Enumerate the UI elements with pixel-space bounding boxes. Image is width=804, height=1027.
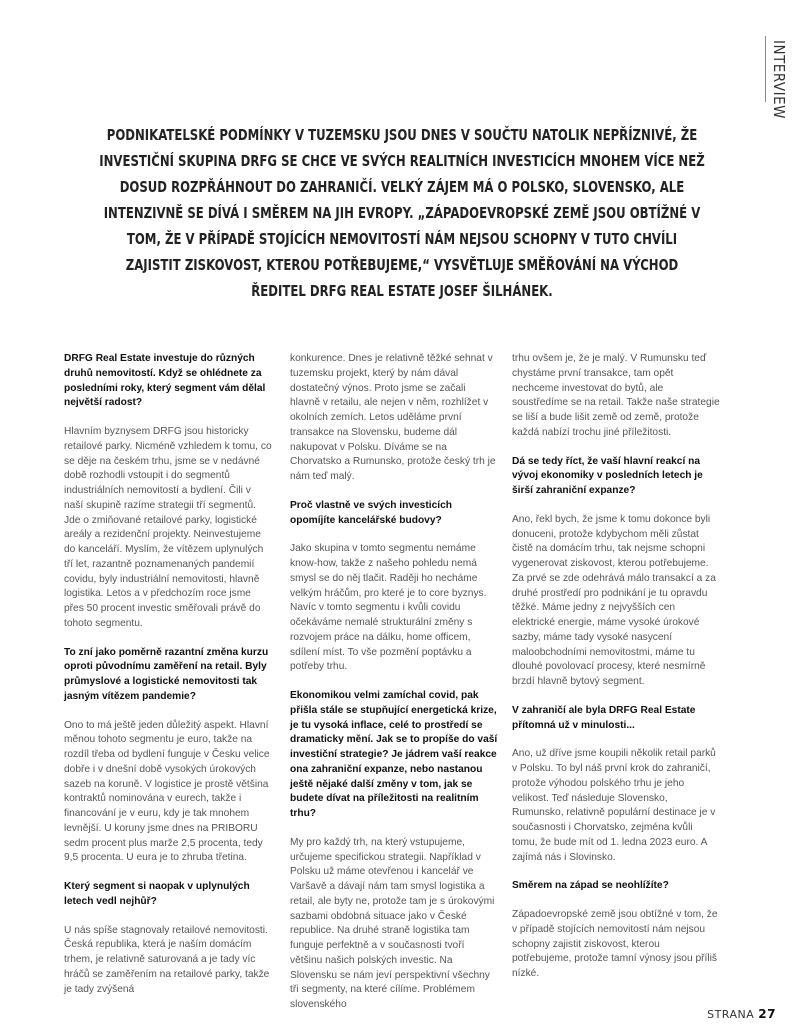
interview-answer: Ano, už dříve jsme koupili několik retail parků v Polsku. To byl náš první krok do zahraničí, protože výhodou polského trhu je jeho velikost. Teď následuje Slovensko, Rumunsko, relativně populární destinace je v současnosti i Chorvatsko, zejména kvůli tomu, že bude mít od 1. ledna 2023 euro. A zajímá nás i Slovinsko. xyxy=(512,748,716,863)
article-column-3 xyxy=(512,352,720,996)
section-divider xyxy=(765,36,766,102)
page-number: 27 xyxy=(758,1007,776,1021)
section-label: INTERVIEW xyxy=(770,40,788,119)
interview-answer: My pro každý trh, na který vstupujeme, určujeme specifickou strategii. Například v Polsku už máme otevřenou i kancelář ve Varšavě a dávají nám tam smysl logistika a retail, ale byty ne, protože tam je s úrokovými sazbami obdobná situace jako v České republice. Na druhé straně logistika tam funguje perfektně a v současnosti tvoří většinu našich polských investic. Na Slovensku se nám jeví perspektivní všechny tři segmenty, na které cílíme. Problémem slovenského xyxy=(290,836,495,1010)
interview-question: To zní jako poměrně razantní změna kurzu oproti původnímu zaměření na retail. Byly průmyslové a logistické nemovitosti tak jasným vítězem pandemie? xyxy=(64,646,269,702)
interview-question: DRFG Real Estate investuje do různých druhů nemovitostí. Když se ohlédnete za posledními roky, který segment vám dělal největší radost? xyxy=(64,353,266,409)
article-column-2 xyxy=(290,352,498,1027)
interview-question: Směrem na západ se neohlížíte? xyxy=(512,880,669,892)
lead-block xyxy=(12,122,792,300)
lead-paragraph: PODNIKATELSKÉ PODMÍNKY V TUZEMSKU JSOU DNES V SOUČTU NATOLIK NEPŘÍZNIVÉ, ŽE INVESTIČNÍ SKUPINA DRFG SE CHCE VE SVÝCH REALITNÍCH INVESTICÍCH MNOHEM VÍCE NEŽ DOSUD ROZPŘÁHNOUT DO ZAHRANIČÍ. VELKÝ ZÁJEM MÁ O POLSKO, SLOVENSKO, ALE INTENZIVNĚ SE DÍVÁ I SMĚREM NA JIH EVROPY. „ZÁPADOEVROPSKÉ ZEMĚ JSOU OBTÍŽNÉ V TOM, ŽE V PŘÍPADĚ STOJÍCÍCH NEMOVITOSTÍ NÁM NEJSOU SCHOPNY V TUTO CHVÍLI ZAJISTIT ZISKOVOST, KTEROU POTŘEBUJEME,“ VYSVĚTLUJE SMĚŘOVÁNÍ NA VÝCHOD ŘEDITEL DRFG REAL ESTATE JOSEF ŠILHÁNEK. xyxy=(99,126,705,300)
interview-answer: Hlavním byznysem DRFG jsou historicky retailové parky. Nicméně vzhledem k tomu, co se děje na českém trhu, jsme se v nedávné době rozhodli vstoupit i do segmentů industriálních nemovitostí a bydlení. Čili v naší skupině razíme strategii tří segmentů. Jde o zmiňované retailové parky, logistické areály a rezidenční projekty. Neinvestujeme do kanceláří. Myslím, že vítězem uplynulých tří let, razantně poznamenaných pandemií covidu, byly industriální nemovitosti, hlavně logistika. Letos a v předchozím roce jsme přes 50 procent investic směřovali právě do tohoto segmentu. xyxy=(64,426,272,629)
interview-answer: Jako skupina v tomto segmentu nemáme know-how, takže z našeho pohledu nemá smysl se do něj tlačit. Raději ho necháme velkým hráčům, pro které je to core byznys. Navíc v tomto segmentu i kvůli covidu očekáváme nemalé strukturální změny s rozvojem práce na dálku, home officem, sdílení míst. To vše pozmění poptávku a potřeby trhu. xyxy=(290,543,487,673)
interview-question: Dá se tedy říct, že vaší hlavní reakcí na vývoj ekonomiky v posledních letech je širší zahraniční expanze? xyxy=(512,455,703,496)
interview-answer: Západoevropské země jsou obtížné v tom, že v případě stojících nemovitostí nám nejsou schopny zajistit ziskovost, kterou potřebujeme, protože tamní výnosy jsou příliš nízké. xyxy=(512,909,718,979)
page-label: STRANA xyxy=(707,1008,755,1021)
interview-question: V zahraničí ale byla DRFG Real Estate přítomná už v minulosti... xyxy=(512,704,696,731)
interview-answer: Ono to má ještě jeden důležitý aspekt. Hlavní měnou tohoto segmentu je euro, takže na rozdíl třeba od bydlení funguje v Česku velice dobře i v dnešní době vysokých úrokových sazeb na koruně. V logistice je prostě většina kontraktů nominována v eurech, takže i financování je v euru, kdy je tak mnohem levnější. U koruny jsme dnes na PRIBORU sedm procent plus marže 2,5 procenta, tedy 9,5 procenta. U eura je to zhruba třetina. xyxy=(64,719,270,864)
article-column-1 xyxy=(64,352,272,1011)
interview-question: Ekonomikou velmi zamíchal covid, pak přišla stále se stupňující energetická krize, je tu vysoká inflace, celé to prostředí se dramaticky mění. Jak se to propíše do vaší investiční strategie? Je jádrem vaší reakce ona zahraniční expanze, nebo nastanou ještě nějaké další změny v tom, jak se budete dívat na příležitosti na realitním trhu? xyxy=(290,690,498,819)
page-footer xyxy=(707,1007,776,1021)
interview-question: Proč vlastně ve svých investicích opomíjíte kancelářské budovy? xyxy=(290,499,452,526)
interview-answer: U nás spíše stagnovaly retailové nemovitosti. Česká republika, která je naším domácím trhem, je relativně saturovaná a je tady víc hráčů se zaměřením na retailové parky, takže je tady zvýšená xyxy=(64,924,270,995)
interview-answer: konkurence. Dnes je relativně těžké sehnat v tuzemsku projekt, který by nám dával dostatečný výnos. Proto jsme se začali hlavně v retailu, ale nejen v něm, rozhlížet v okolních zemích. Letos uděláme první transakce na Slovensku, budeme dál nakupovat v Polsku. Díváme se na Chorvatsko a Rumunsko, protože český trh je nám teď malý. xyxy=(290,353,496,482)
interview-answer: trhu ovšem je, že je malý. V Rumunsku teď chystáme první transakce, tam opět nechceme investovat do bytů, ale soustředíme se na retail. Takže naše strategie se liší a bude lišit země od země, protože každá nabízí trochu jiné příležitosti. xyxy=(512,353,720,438)
interview-answer: Ano, řekl bych, že jsme k tomu dokonce byli donuceni, protože kdybychom měli zůstat čistě na domácím trhu, tak nejsme schopni vygenerovat ziskovost, kterou potřebujeme. Za prvé se zde odehrává málo transakcí a za druhé prostředí pro podnikání je tu opravdu těžké. Máme jedny z nejvyšších cen elektrické energie, máme vysoké úrokové sazby, máme tady vysoké nasycení maloobchodními nemovitostmi, máme tu dlouhé povolovací procesy, které nesmírně brzdí hlavně bytový segment. xyxy=(512,513,716,687)
interview-question: Který segment si naopak v uplynulých letech vedl nejhůř? xyxy=(64,881,250,907)
